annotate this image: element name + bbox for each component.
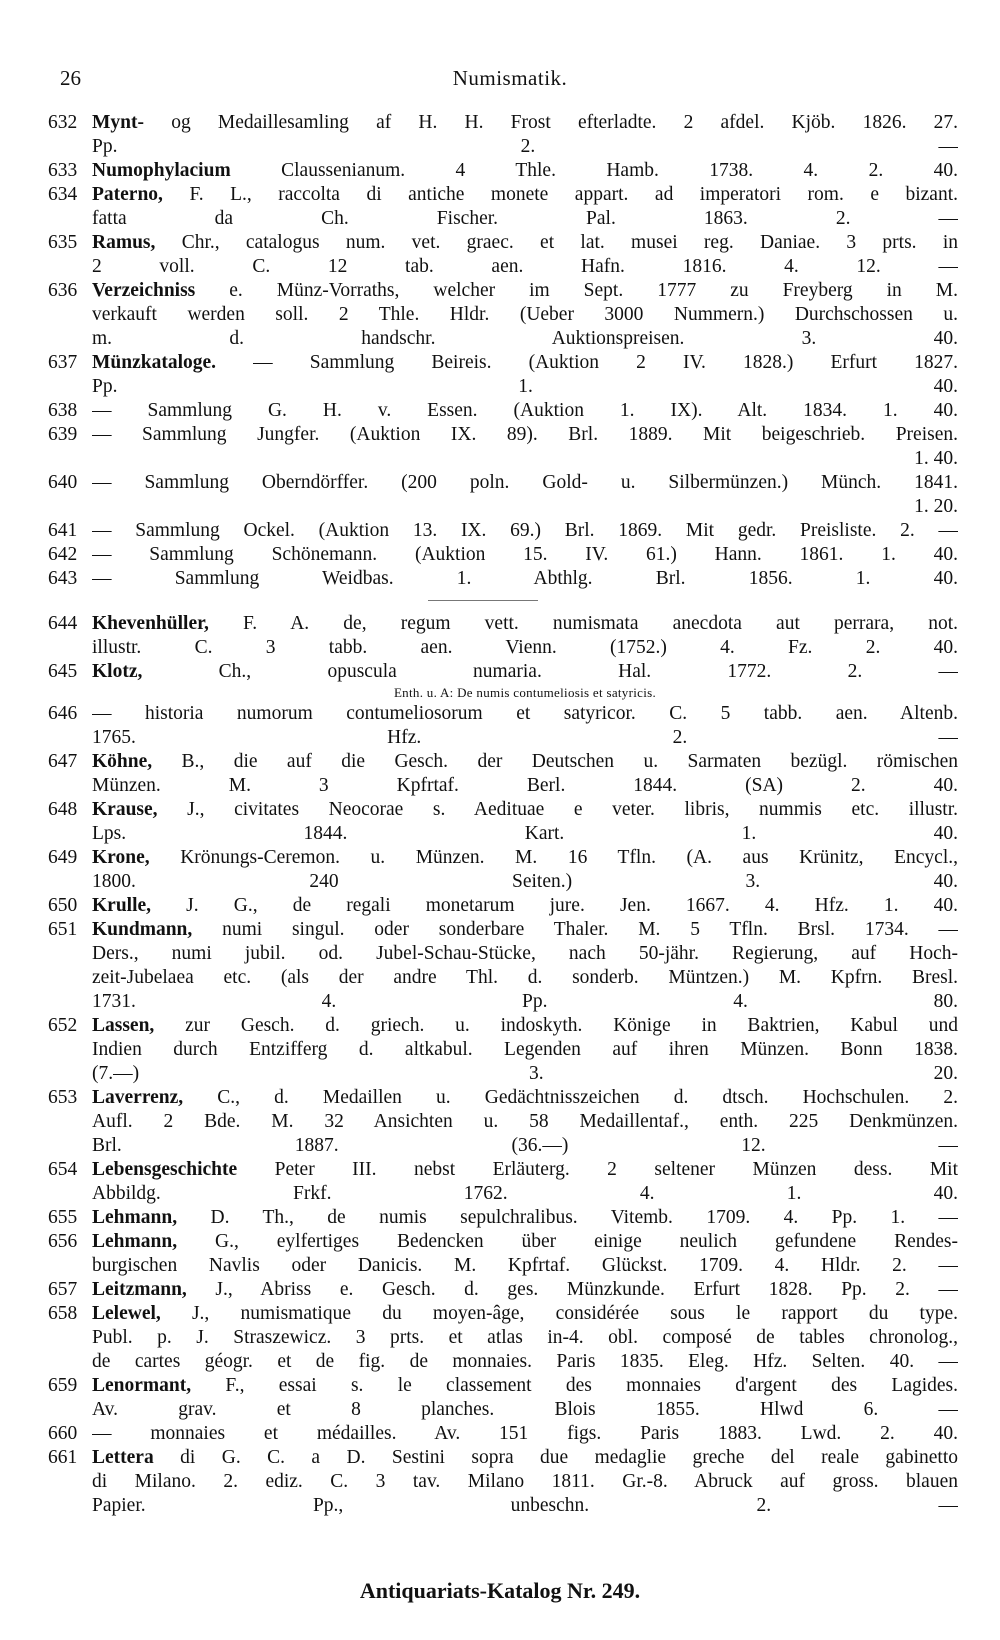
entry-text: J., civitates Neocorae s. Aedituae e veter. libris, nummis etc. illustr. (187, 799, 958, 820)
entry-number: 633 (48, 160, 78, 181)
entry-headword: Leitzmann, (92, 1279, 187, 1300)
entry-text: F. A. de, regum vett. numismata anecdota aut perrara, not. (242, 613, 958, 634)
entry-headword: Laverrenz, (92, 1087, 184, 1108)
entry-headword: Krulle, (92, 895, 152, 916)
entry-text: Brl. 1887. (36.—) 12. — (92, 1135, 958, 1156)
entry-text: Pp. 1. 40. (92, 376, 958, 397)
entry-text: Indien durch Entzifferg d. altkabul. Legenden auf ihren Münzen. Bonn 1838. (92, 1039, 958, 1060)
entry-number: 650 (48, 895, 78, 916)
entry-text: Chr., catalogus num. vet. graec. et lat. musei reg. Daniae. 3 prts. in (181, 232, 958, 253)
entry-line (92, 726, 958, 750)
catalog-entry (48, 519, 958, 543)
entry-number: 634 (48, 184, 78, 205)
entry-text: B., die auf die Gesch. der Deutschen u. Sarmaten bezügl. römischen (181, 751, 958, 772)
catalog-footer: Antiquariats-Katalog Nr. 249. (359, 1578, 641, 1603)
entry-line (92, 846, 958, 870)
section-divider (48, 591, 958, 612)
catalog-entry (48, 1158, 958, 1206)
entry-text: og Medaillesamling af H. H. Frost efterladte. 2 afdel. Kjöb. 1826. 27. (171, 112, 958, 133)
catalog-entry (48, 1278, 958, 1302)
entry-headword: Lehmann, (92, 1207, 178, 1228)
entry-line (92, 1398, 958, 1422)
catalog-entry (48, 351, 958, 399)
entry-line (92, 1158, 958, 1182)
entry-text: Publ. p. J. Straszewicz. 3 prts. et atlas in-4. obl. composé de tables chronolog., (92, 1327, 958, 1348)
entry-number: 645 (48, 661, 78, 682)
entry-headword: Mynt- (92, 112, 144, 133)
entry-text: di Milano. 2. ediz. C. 3 tav. Milano 1811. Gr.-8. Abruck auf gross. blauen (92, 1471, 958, 1492)
entry-text: 1. 40. (914, 448, 958, 469)
entry-text: — historia numorum contumeliosorum et satyricor. C. 5 tabb. aen. Altenb. (92, 703, 958, 724)
entry-text: burgischen Navlis oder Danicis. M. Kpfrtaf. Glückst. 1709. 4. Hldr. 2. — (92, 1255, 958, 1276)
entry-text: — monnaies et médailles. Av. 151 figs. Paris 1883. Lwd. 2. 40. (92, 1423, 958, 1444)
entry-headword: Klotz, (92, 661, 143, 682)
entry-text: Lps. 1844. Kart. 1. 40. (92, 823, 958, 844)
entry-number: 635 (48, 232, 78, 253)
entry-number: 657 (48, 1279, 78, 1300)
entry-line (92, 990, 958, 1014)
entry-text: 1800. 240 Seiten.) 3. 40. (92, 871, 958, 892)
entry-text: J. G., de regali monetarum jure. Jen. 1667. 4. Hfz. 1. 40. (186, 895, 958, 916)
catalog-entry (48, 399, 958, 423)
entry-number: 659 (48, 1375, 78, 1396)
entry-text: e. Münz-Vorraths, welcher im Sept. 1777 zu Freyberg in M. (229, 280, 958, 301)
entry-text: verkauft werden soll. 2 Thle. Hldr. (Ueber 3000 Nummern.) Durchschossen u. (92, 304, 958, 325)
entry-line (92, 1230, 958, 1254)
entry-text: Aufl. 2 Bde. M. 32 Ansichten u. 58 Medaillentaf., enth. 225 Denkmünzen. (92, 1111, 958, 1132)
entry-line (92, 702, 958, 726)
entry-line (92, 942, 958, 966)
entry-line (92, 1062, 958, 1086)
catalog-entry (48, 471, 958, 519)
catalog-entry (48, 1446, 958, 1518)
entry-line (92, 351, 958, 375)
entry-headword: Paterno, (92, 184, 163, 205)
entry-text: Av. grav. et 8 planches. Blois 1855. Hlwd 6. — (92, 1399, 958, 1420)
entry-line (92, 612, 958, 636)
entry-text: fatta da Ch. Fischer. Pal. 1863. 2. — (92, 208, 958, 229)
entry-line (92, 111, 958, 135)
entry-line (92, 1374, 958, 1398)
entry-line (92, 567, 958, 591)
entry-text: D. Th., de numis sepulchralibus. Vitemb. 1709. 4. Pp. 1. — (210, 1207, 958, 1228)
entry-text: Pp. 2. — (92, 136, 958, 157)
entry-text: Krönungs-Ceremon. u. Münzen. M. 16 Tfln. (A. aus Krünitz, Encycl., (180, 847, 958, 868)
entry-line (92, 1038, 958, 1062)
entry-headword: Numophylacium (92, 160, 231, 181)
entry-number: 639 (48, 424, 78, 445)
entry-line (92, 543, 958, 567)
entry-text: zur Gesch. d. griech. u. indoskyth. Könige in Baktrien, Kabul und (185, 1015, 958, 1036)
entry-headword: Münzkataloge. (92, 352, 217, 373)
entry-number: 643 (48, 568, 78, 589)
divider-rule (428, 600, 538, 601)
catalog-entry (48, 543, 958, 567)
catalog-entry (48, 1374, 958, 1422)
entry-headword: Kundmann, (92, 919, 193, 940)
entry-line (92, 822, 958, 846)
entry-line (92, 1182, 958, 1206)
entry-text: — Sammlung Jungfer. (Auktion IX. 89). Brl. 1889. Mit beigeschrieb. Preisen. (92, 424, 958, 445)
entry-number: 638 (48, 400, 78, 421)
catalog-entry (48, 660, 958, 702)
catalog-entry (48, 567, 958, 591)
catalog-entry (48, 231, 958, 279)
entry-text: numi singul. oder sonderbare Thaler. M. 5 Tfln. Brsl. 1734. — (222, 919, 958, 940)
entry-text: Peter III. nebst Erläuterg. 2 seltener Münzen dess. Mit (274, 1159, 958, 1180)
entry-text: F. L., raccolta di antiche monete appart. ad imperatori rom. e bizant. (189, 184, 958, 205)
catalog-entry (48, 1302, 958, 1374)
entry-line (92, 327, 958, 351)
entry-line (92, 255, 958, 279)
entry-number: 642 (48, 544, 78, 565)
entry-text: — Sammlung Ockel. (Auktion 13. IX. 69.) Brl. 1869. Mit gedr. Preisliste. 2. — (92, 520, 958, 541)
entry-text: Ch., opuscula numaria. Hal. 1772. 2. — (218, 661, 958, 682)
catalog-entry (48, 279, 958, 351)
entry-headword: Khevenhüller, (92, 613, 209, 634)
entry-number: 648 (48, 799, 78, 820)
entry-line (92, 1302, 958, 1326)
entry-text: Papier. Pp., unbeschn. 2. — (92, 1495, 958, 1516)
entry-text: — Sammlung Oberndörffer. (200 poln. Gold- u. Silbermünzen.) Münch. 1841. (92, 472, 958, 493)
catalog-entry (48, 1086, 958, 1158)
catalog-entry (48, 750, 958, 798)
entry-line (92, 1278, 958, 1302)
catalog-entry (48, 1230, 958, 1278)
catalog-entry (48, 1206, 958, 1230)
entry-line (92, 231, 958, 255)
entry-line (92, 1446, 958, 1470)
entry-text: 1731. 4. Pp. 4. 80. (92, 991, 958, 1012)
catalog-entry (48, 612, 958, 660)
entry-headword: Köhne, (92, 751, 153, 772)
entry-number: 632 (48, 112, 78, 133)
entry-text: — Sammlung Weidbas. 1. Abthlg. Brl. 1856. 1. 40. (92, 568, 958, 589)
entry-headword: Lenormant, (92, 1375, 192, 1396)
entry-number: 647 (48, 751, 78, 772)
entry-number: 655 (48, 1207, 78, 1228)
catalog-entry (48, 798, 958, 846)
entry-line (92, 1086, 958, 1110)
entry-text: F., essai s. le classement des monnaies d'argent des Lagides. (225, 1375, 958, 1396)
entry-line (92, 1206, 958, 1230)
entry-headword: Lassen, (92, 1015, 155, 1036)
entry-number: 646 (48, 703, 78, 724)
entry-line (92, 183, 958, 207)
entry-line (92, 159, 958, 183)
entry-text: de cartes géogr. et de fig. de monnaies. Paris 1835. Eleg. Hfz. Selten. 40. — (92, 1351, 958, 1372)
catalog-entry (48, 918, 958, 1014)
catalog-entry (48, 1014, 958, 1086)
catalog-entry (48, 1422, 958, 1446)
entry-line (92, 135, 958, 159)
catalog-entry (48, 111, 958, 159)
entry-text: zeit-Jubelaea etc. (als der andre Thl. d. sonderb. Müntzen.) M. Kpfrn. Bresl. (92, 967, 958, 988)
entry-line (92, 966, 958, 990)
entry-line (92, 1110, 958, 1134)
entry-line (92, 894, 958, 918)
page-number: 26 (60, 66, 81, 90)
entry-text: di G. C. a D. Sestini sopra due medaglie greche del reale gabinetto (180, 1447, 958, 1468)
entry-text: C., d. Medaillen u. Gedächtnisszeichen d. dtsch. Hochschulen. 2. (217, 1087, 958, 1108)
entry-number: 637 (48, 352, 78, 373)
entry-line (92, 447, 958, 471)
catalog-entry (48, 159, 958, 183)
entry-text: J., numismatique du moyen-âge, considérée sous le rapport du type. (191, 1303, 958, 1324)
catalog-entry (48, 423, 958, 471)
entry-text: Ders., numi jubil. od. Jubel-Schau-Stücke, nach 50-jähr. Regierung, auf Hoch- (92, 943, 958, 964)
entry-text: — Sammlung G. H. v. Essen. (Auktion 1. IX). Alt. 1834. 1. 40. (92, 400, 958, 421)
catalog-entry (48, 846, 958, 894)
entry-line (92, 684, 958, 702)
entry-number: 640 (48, 472, 78, 493)
entry-line (92, 1254, 958, 1278)
entry-line (92, 798, 958, 822)
entry-headword: Lelewel, (92, 1303, 161, 1324)
entry-number: 652 (48, 1015, 78, 1036)
entry-number: 654 (48, 1159, 78, 1180)
entry-headword: Verzeichniss (92, 280, 196, 301)
entry-line (92, 495, 958, 519)
entry-text: m. d. handschr. Auktionspreisen. 3. 40. (92, 328, 958, 349)
entry-text: Enth. u. A: De numis contumeliosis et satyricis. (393, 685, 657, 700)
entry-headword: Lettera (92, 1447, 154, 1468)
entry-line (92, 636, 958, 660)
entry-text: Claussenianum. 4 Thle. Hamb. 1738. 4. 2. 40. (281, 160, 958, 181)
catalog-entry (48, 183, 958, 231)
entry-line (92, 870, 958, 894)
entry-line (92, 279, 958, 303)
entry-number: 656 (48, 1231, 78, 1252)
entry-line (92, 207, 958, 231)
entry-text: G., eylfertiges Bedencken über einige neulich gefundene Rendes- (215, 1231, 958, 1252)
entry-line (92, 918, 958, 942)
entry-number: 661 (48, 1447, 78, 1468)
entry-number: 660 (48, 1423, 78, 1444)
entry-line (92, 750, 958, 774)
entry-line (92, 1326, 958, 1350)
catalog-entry (48, 894, 958, 918)
entry-line (92, 774, 958, 798)
entry-number: 636 (48, 280, 78, 301)
entry-line (92, 471, 958, 495)
entry-line (92, 1350, 958, 1374)
entry-headword: Lehmann, (92, 1231, 178, 1252)
entry-line (92, 375, 958, 399)
entry-text: 1765. Hfz. 2. — (92, 727, 958, 748)
entry-number: 658 (48, 1303, 78, 1324)
entry-number: 644 (48, 613, 78, 634)
entry-line (92, 423, 958, 447)
entry-line (92, 519, 958, 543)
entry-text: — Sammlung Beireis. (Auktion 2 IV. 1828.) Erfurt 1827. (253, 352, 958, 373)
entry-headword: Lebensgeschichte (92, 1159, 238, 1180)
entry-headword: Krause, (92, 799, 158, 820)
running-title: Numismatik. (452, 66, 568, 90)
entry-text: — Sammlung Schönemann. (Auktion 15. IV. 61.) Hann. 1861. 1. 40. (92, 544, 958, 565)
entry-number: 653 (48, 1087, 78, 1108)
entry-line (92, 1470, 958, 1494)
page-header (60, 66, 960, 94)
entry-number: 641 (48, 520, 78, 541)
entry-text: 1. 20. (914, 496, 958, 517)
entry-text: Münzen. M. 3 Kpfrtaf. Berl. 1844. (SA) 2. 40. (92, 775, 958, 796)
entry-text: 2 voll. C. 12 tab. aen. Hafn. 1816. 4. 12. — (92, 256, 958, 277)
entry-line (92, 303, 958, 327)
entry-line (92, 1422, 958, 1446)
entry-text: J., Abriss e. Gesch. d. ges. Münzkunde. Erfurt 1828. Pp. 2. — (215, 1279, 958, 1300)
entry-headword: Ramus, (92, 232, 156, 253)
catalog-entry (48, 702, 958, 750)
entry-text: Abbildg. Frkf. 1762. 4. 1. 40. (92, 1183, 958, 1204)
entry-text: illustr. C. 3 tabb. aen. Vienn. (1752.) 4. Fz. 2. 40. (92, 637, 958, 658)
entry-text: (7.—) 3. 20. (92, 1063, 958, 1084)
entry-headword: Krone, (92, 847, 150, 868)
entry-line (92, 660, 958, 684)
entry-line (92, 399, 958, 423)
entry-line (92, 1014, 958, 1038)
catalog-entries (48, 111, 958, 1518)
entry-number: 649 (48, 847, 78, 868)
entry-line (92, 1494, 958, 1518)
entry-number: 651 (48, 919, 78, 940)
entry-line (92, 1134, 958, 1158)
